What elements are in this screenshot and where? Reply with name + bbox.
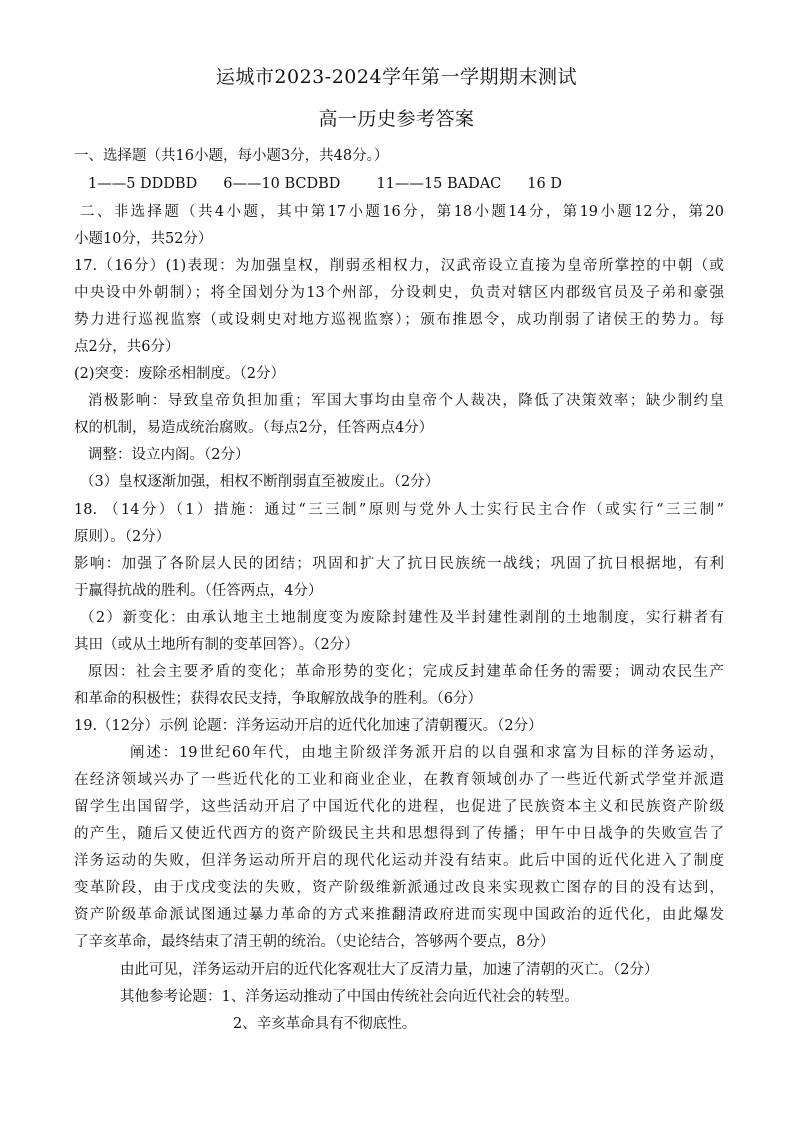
section1-heading: 一、选择题（共16小题，每小题3分，共48分。） (74, 148, 389, 164)
q19-line-6: 洋务运动的失败，但洋务运动所开启的现代化运动并没有结束。此后中国的近代化进入了制度 (74, 853, 724, 869)
q17-line-6: 消极影响：导致皇帝负担加重；军国大事均由皇帝个人裁决，降低了决策效率；缺少制约皇 (88, 393, 724, 409)
answer-group-1: 1——5 DDDBD (88, 176, 198, 192)
q18-line-3: 影响：加强了各阶层人民的团结；巩固和扩大了抗日民族统一战线；巩固了抗日根据地，有利 (74, 556, 724, 572)
q17-line-4: 点2分，共6分） (74, 339, 180, 355)
answer-group-4: 16 D (527, 176, 562, 192)
q17-line-2: 中央设中外朝制）；将全国划分为13个州部，分设刺史，负责对辖区内郡级官员及子弟和豪强 (74, 285, 724, 301)
q17-line-5: (2)突变：废除丞相制度。（2分） (74, 366, 286, 382)
q19-line-4: 留学生出国留学，这些活动开启了中国近代化的进程，也促进了民族资本主义和民族资产阶级 (74, 799, 724, 815)
q17-line-7: 权的机制，易造成统治腐败。（每点2分，任答两点4分） (74, 420, 434, 436)
q19-line-11: 其他参考论题：1、洋务运动推动了中国由传统社会向近代社会的转型。 (120, 989, 579, 1005)
answer-group-3: 11——15 BADAC (376, 176, 502, 192)
q17-line-8: 调整：设立内阁。（2分） (88, 447, 250, 463)
q19-line-8: 资产阶级革命派试图通过暴力革命的方式来推翻清政府进而实现中国政治的近代化，由此爆发 (74, 907, 724, 923)
section1-answers (88, 174, 738, 194)
document-title: 运城市2023-2024学年第一学期期末测试 (215, 66, 578, 88)
q18-line-4: 于赢得抗战的胜利。（任答两点，4分） (74, 583, 323, 599)
q19-line-3: 在经济领域兴办了一些近代化的工业和商业企业，在教育领域创办了一些近代新式学堂并派遣 (74, 772, 724, 788)
q18-line-1: 18. （14分）（1）措施：通过“三三制”原则与党外人士实行民主合作（或实行“三三制” (74, 502, 724, 518)
q19-line-5: 的产生，随后又使近代西方的资产阶级民主共和思想得到了传播；甲午中日战争的失败宣告了 (74, 826, 724, 842)
q19-line-10: 由此可见，洋务运动开启的近代化客观壮大了反清力量，加速了清朝的灭亡。（2分） (120, 962, 659, 978)
q18-line-2: 原则）。（2分） (74, 529, 171, 545)
q18-line-6: 其田（或从土地所有制的变革回答）。（2分） (74, 637, 359, 653)
document-subtitle: 高一历史参考答案 (318, 108, 475, 130)
q17-line-1: 17.（16分）(1)表现：为加强皇权，削弱丞相权力，汉武帝设立直接为皇帝所掌控的中朝（或 (74, 258, 724, 274)
q19-line-1: 19.（12分）示例 论题：洋务运动开启的近代化加速了清朝覆灭。（2分） (74, 718, 543, 734)
q19-line-9: 了辛亥革命，最终结束了清王朝的统治。（史论结合，答够两个要点，8分） (74, 934, 555, 950)
answer-group-2: 6——10 BCDBD (223, 176, 341, 192)
q17-line-9: （3）皇权逐渐加强，相权不断削弱直至被废止。（2分） (80, 474, 440, 490)
q18-line-5: （2）新变化：由承认地主土地制度变为废除封建性及半封建性剥削的土地制度，实行耕者有 (80, 610, 724, 626)
q18-line-8: 和革命的积极性；获得农民支持，争取解放战争的胜利。（6分） (74, 691, 482, 707)
section2-heading-line1: 二、非选择题（共4小题，其中第17小题16分，第18小题14分，第19小题12分，第20 (80, 204, 724, 220)
q18-line-7: 原因：社会主要矛盾的变化；革命形势的变化；完成反封建革命任务的需要；调动农民生产 (88, 664, 724, 680)
q19-line-12: 2、辛亥革命具有不彻底性。 (233, 1016, 417, 1032)
q19-line-2: 阐述：19世纪60年代，由地主阶级洋务派开启的以自强和求富为目标的洋务运动， (130, 745, 724, 761)
q17-line-3: 势力进行巡视监察（或设刺史对地方巡视监察）；颁布推恩令，成功削弱了诸侯王的势力。每 (74, 312, 724, 328)
section2-heading-line2: 小题10分，共52分） (74, 231, 213, 247)
q19-line-7: 变革阶段，由于戊戌变法的失败，资产阶级维新派通过改良来实现救亡图存的目的没有达到， (74, 880, 724, 896)
